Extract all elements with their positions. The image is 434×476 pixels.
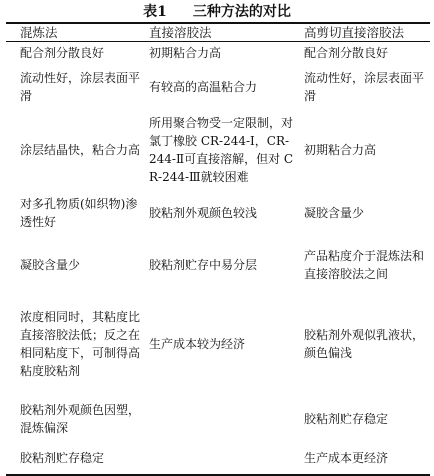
table-cell: 所用聚合物受一定限制，对氯丁橡胶 CR-244-Ⅰ，CR-244-Ⅱ可直接溶解，但对 CR-244-Ⅲ就较困难 bbox=[149, 116, 294, 184]
table-cell: 凝胶含量少 bbox=[304, 206, 365, 220]
table-cell bbox=[149, 394, 295, 444]
table-cell: 凝胶含量少 bbox=[20, 258, 81, 272]
table-cell: 有较高的高温粘合力 bbox=[149, 80, 258, 94]
header-cell-mixing-method: 混炼法 bbox=[20, 24, 58, 40]
table-cell: 配合剂分散良好 bbox=[20, 46, 105, 60]
table-cell bbox=[149, 444, 295, 472]
table-title: 三种方法的对比 bbox=[192, 4, 291, 20]
table-cell: 初期粘合力高 bbox=[149, 46, 222, 60]
table-cell: 涂层结晶快，粘合力高 bbox=[20, 143, 141, 157]
table-cell: 胶粘剂贮存中易分层 bbox=[149, 258, 258, 272]
table-cell: 流动性好，涂层表面平滑 bbox=[20, 71, 141, 103]
table-caption bbox=[0, 3, 434, 21]
table-cell: 流动性好，涂层表面平滑 bbox=[304, 71, 425, 103]
table-cell: 胶粘剂贮存稳定 bbox=[20, 451, 105, 465]
header-cell-direct-sol-method: 直接溶胶法 bbox=[149, 24, 212, 40]
table-cell: 浓度相同时，其粘度比直接溶胶法低；反之在相同粘度下，可制得高粘度胶粘剂 bbox=[20, 310, 141, 378]
table-cell: 胶粘剂贮存稳定 bbox=[304, 412, 389, 426]
table-cell: 配合剂分散良好 bbox=[304, 46, 389, 60]
table-cell: 胶粘剂外观颜色较浅 bbox=[149, 206, 258, 220]
table-cell: 生产成本较为经济 bbox=[149, 337, 246, 351]
table-number: 表1 bbox=[143, 4, 167, 20]
header-cell-high-shear-method: 高剪切直接溶胶法 bbox=[304, 24, 405, 40]
table-cell: 胶粘剂外观颜色因塑，混炼偏深 bbox=[20, 403, 141, 435]
table-cell: 产品粘度介于混炼法和直接溶胶法之间 bbox=[304, 249, 425, 281]
table-cell: 初期粘合力高 bbox=[304, 143, 377, 157]
table-cell: 对多孔物质(如织物)渗透性好 bbox=[20, 197, 138, 229]
table-cell: 胶粘剂外观似乳液状，颜色偏浅 bbox=[304, 328, 425, 360]
table-cell: 生产成本更经济 bbox=[304, 451, 389, 465]
